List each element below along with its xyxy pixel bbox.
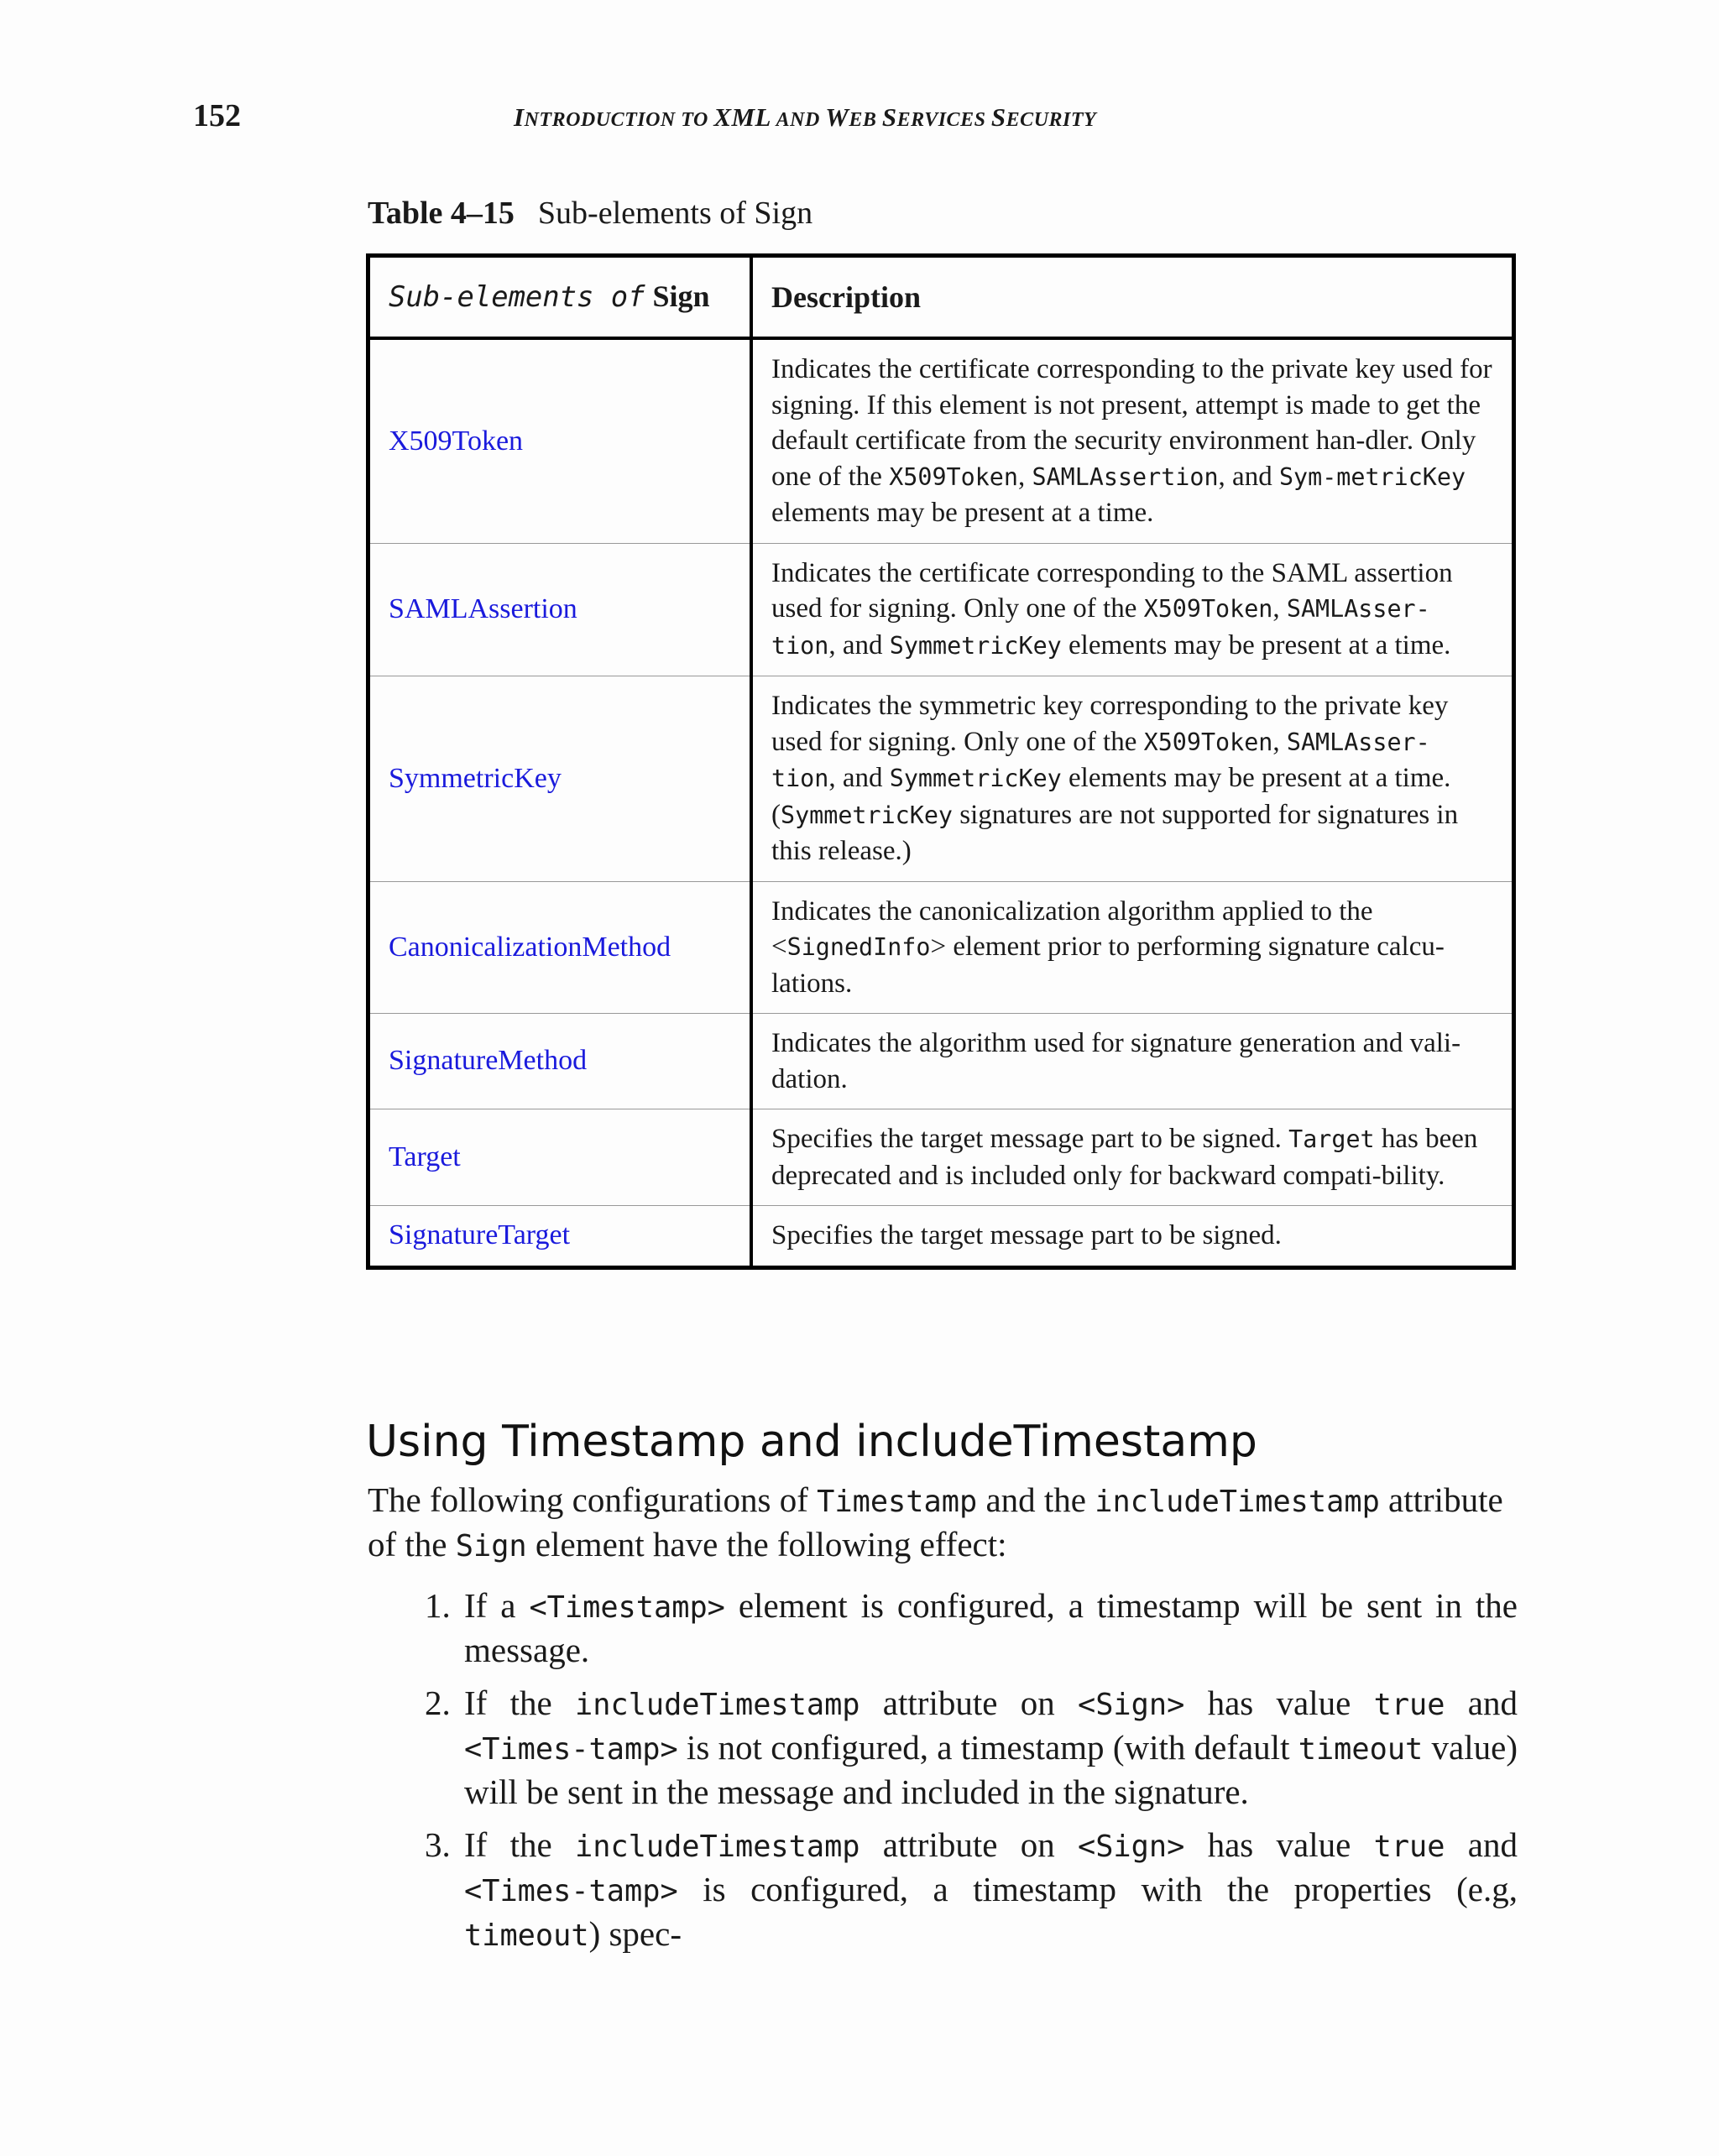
sub-element-cell [368, 676, 752, 882]
text-run: If the [464, 1825, 575, 1864]
code-term: Sym-metricKey [1278, 462, 1466, 491]
text-run: , and [828, 629, 890, 660]
text-run: and the [977, 1480, 1095, 1519]
text-run: Indicates the certificate corresponding to the private key used for signing. If this element is not present, attempt is made to get the default certificate from the security environment han-dler. Only one of the [771, 354, 1492, 492]
text-run: has value [1184, 1684, 1374, 1722]
sub-element-link[interactable]: CanonicalizationMethod [389, 931, 671, 963]
text-run: elements may be present at a time. [1061, 629, 1451, 660]
running-head-part: ECURITY [1006, 109, 1097, 131]
running-head-part: W [825, 102, 849, 132]
code-term: X509Token [889, 462, 1018, 491]
text-run: > element prior to performing signature calcu-lations. [771, 932, 1445, 999]
code-term: Target [1288, 1125, 1375, 1153]
table-row [368, 543, 1514, 676]
description-cell [751, 1206, 1514, 1268]
text-run: element is configured, a timestamp will be sent in the message. [464, 1586, 1518, 1669]
text-run: , [1017, 461, 1032, 492]
running-head-part: S [990, 102, 1006, 132]
running-head-part: S [881, 102, 897, 132]
running-head [514, 102, 1096, 133]
table-row [368, 1109, 1514, 1206]
text-run: attribute on [860, 1825, 1078, 1864]
code-term: timeout [1298, 1732, 1424, 1767]
sub-element-link[interactable]: Target [389, 1141, 461, 1172]
text-run: , and [828, 763, 890, 793]
code-term: includeTimestamp [574, 1830, 860, 1864]
table-row [368, 1014, 1514, 1109]
description-cell [751, 1014, 1514, 1109]
text-run: has been deprecated and is included only for backward compati-bility. [771, 1124, 1478, 1191]
description-cell [751, 543, 1514, 676]
text-run: , [1272, 726, 1287, 757]
code-term: true [1373, 1830, 1445, 1864]
table-caption-number: Table 4–15 [368, 196, 515, 231]
text-run: , [1272, 593, 1287, 624]
sub-element-link[interactable]: SignatureTarget [389, 1219, 571, 1250]
list-item [426, 1584, 1518, 1672]
text-run: signatures are not supported for signatures in this release.) [771, 799, 1459, 866]
code-term: includeTimestamp [574, 1688, 860, 1722]
sub-element-cell [368, 881, 752, 1014]
code-term: SAMLAsser-tion [771, 595, 1430, 660]
text-run: element have the following effect: [526, 1525, 1007, 1563]
code-term: X509Token [1143, 595, 1273, 623]
code-term: SAMLAsser-tion [771, 728, 1430, 792]
sub-element-cell [368, 338, 752, 543]
code-term: <Sign> [1077, 1830, 1185, 1864]
text-run: Indicates the certificate corresponding to the SAML assertion used for signing. Only one of the [771, 557, 1453, 624]
table-row [368, 338, 1514, 543]
text-run: elements may be present at a time. [771, 498, 1154, 528]
sub-element-cell [368, 1206, 752, 1268]
text-run: The following configurations of [368, 1480, 818, 1519]
table-body [368, 338, 1514, 1267]
text-run: , and [1218, 461, 1279, 492]
sub-element-cell [368, 1109, 752, 1206]
text-run: and [1445, 1684, 1518, 1722]
code-term: <Times-tamp> [464, 1732, 678, 1767]
text-run: attribute of the [368, 1480, 1503, 1563]
text-run: elements may be present at a time. ( [771, 763, 1451, 830]
description-cell [751, 676, 1514, 882]
text-run: Indicates the symmetric key corresponding to the private key used for signing. Only one of the [771, 691, 1449, 757]
code-term: Sign [455, 1529, 527, 1563]
sub-element-cell [368, 543, 752, 676]
table-row [368, 676, 1514, 882]
code-term: Timestamp [817, 1485, 978, 1519]
table-row [368, 881, 1514, 1014]
description-cell [751, 338, 1514, 543]
header-col-description: Description [751, 256, 1514, 339]
list-item [426, 1682, 1518, 1814]
sub-element-cell [368, 1014, 752, 1109]
sub-element-link[interactable]: X509Token [389, 425, 524, 457]
list-item-number: 2. [425, 1684, 451, 1722]
text-run: and [1445, 1825, 1518, 1864]
running-head-part: NTRODUCTION TO [524, 109, 714, 131]
table-caption-text: Sub-elements of Sign [537, 196, 813, 231]
list-item-number: 1. [425, 1586, 451, 1625]
text-run: If the [464, 1684, 575, 1722]
intro-paragraph [368, 1479, 1518, 1568]
running-head-part: I [514, 102, 525, 132]
code-term: X509Token [1143, 728, 1273, 756]
text-run: attribute on [860, 1684, 1078, 1722]
running-head-part: ERVICES [896, 109, 991, 131]
code-term: true [1373, 1688, 1445, 1722]
text-run: is configured, a timestamp with the properties (e.g, [677, 1870, 1518, 1908]
numbered-list [426, 1584, 1518, 1967]
running-head-part: XML [713, 102, 771, 132]
description-cell [751, 881, 1514, 1014]
description-cell [751, 1109, 1514, 1206]
running-head-part: EB [849, 109, 882, 131]
sub-elements-table [366, 253, 1516, 1270]
code-term: timeout [464, 1918, 589, 1953]
text-run: Indicates the canonicalization algorithm applied to the < [771, 895, 1373, 962]
table-caption [368, 195, 812, 232]
text-run: ) spec- [588, 1914, 682, 1953]
code-term: <Timestamp> [529, 1590, 725, 1625]
page-number: 152 [193, 98, 241, 133]
list-item-number: 3. [425, 1825, 451, 1864]
code-term: SymmetricKey [781, 801, 953, 829]
running-head-part: AND [771, 109, 826, 131]
sub-element-link[interactable]: SAMLAssertion [389, 593, 577, 624]
list-item [426, 1824, 1518, 1957]
header-col-sub-elements: Sub-elements of Sign [368, 256, 752, 339]
text-run: Specifies the target message part to be signed. [771, 1124, 1289, 1154]
text-run: is not configured, a timestamp (with default [677, 1728, 1298, 1767]
code-term: SignedInfo [786, 933, 931, 961]
code-term: <Times-tamp> [464, 1874, 678, 1908]
code-term: SymmetricKey [889, 631, 1062, 660]
text-run: value) will be sent in the message and included in the signature. [464, 1728, 1518, 1811]
code-term: SAMLAssertion [1032, 462, 1219, 491]
text-run: If a [464, 1586, 530, 1625]
section-heading: Using Timestamp and includeTimestamp [366, 1417, 1257, 1467]
sub-element-link[interactable]: SymmetricKey [389, 762, 562, 794]
code-term: SymmetricKey [889, 765, 1062, 792]
code-term: <Sign> [1077, 1688, 1185, 1722]
sub-element-link[interactable]: SignatureMethod [389, 1045, 588, 1077]
text-run: has value [1184, 1825, 1374, 1864]
text-run: Indicates the algorithm used for signature generation and vali-dation. [771, 1028, 1461, 1094]
code-term: includeTimestamp [1095, 1485, 1380, 1519]
table-header-row [368, 256, 1514, 339]
table-row [368, 1206, 1514, 1268]
text-run: Specifies the target message part to be signed. [771, 1220, 1282, 1250]
